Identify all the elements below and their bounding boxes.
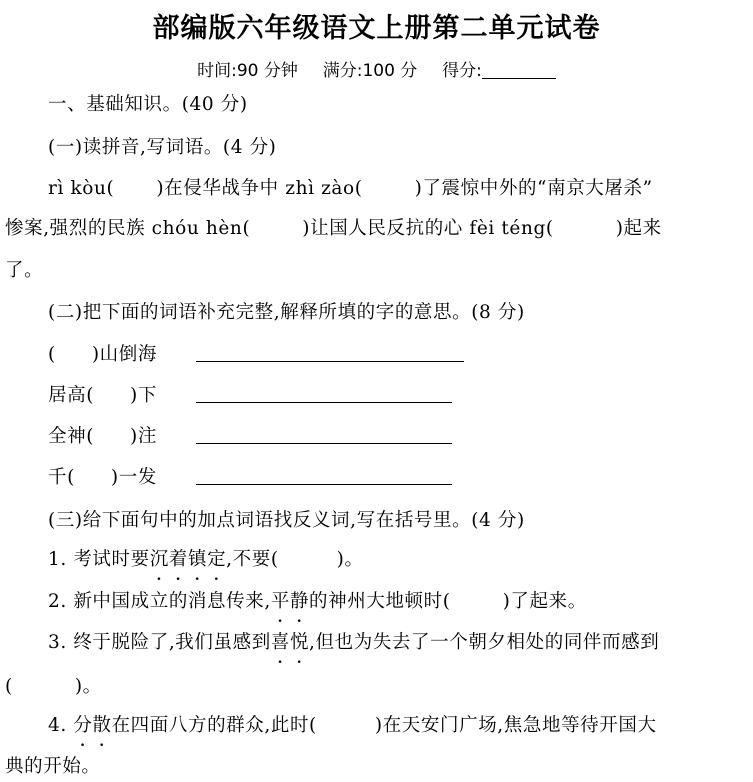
q3-text: 3. 终于脱险了,我们虽感到 [48,632,271,653]
q3-text: ,但也为失去了一个朝夕相处的同伴而感到 [309,632,660,653]
question-2 [48,587,753,613]
full-score-label: 满分:100 分 [322,61,418,81]
emphasis-char: 散 [92,715,112,736]
idiom-suffix: )山倒海 [91,344,157,365]
section-heading: 一、基础知识。(40 分) [48,94,248,115]
page-title: 部编版六年级语文上册第二单元试卷 [152,13,601,44]
emphasis-char: 静 [289,591,310,612]
emphasis-char: 定 [207,549,227,570]
idiom-suffix: )注 [130,426,157,447]
dotted-word [271,632,309,653]
dotted-word [73,715,111,736]
idiom-item [48,422,753,448]
exam-meta [0,56,753,81]
emphasis-char: 喜 [270,632,290,653]
q4-text: 在四面八方的群众,此时( [111,715,317,736]
score-blank[interactable] [482,62,556,79]
line1-tail: )了震惊中外的“南京大屠杀” [414,178,653,199]
line2-tail: )起来 [615,218,662,239]
question-4-cont: 典的开始。 [5,756,101,777]
question-1 [48,545,753,571]
question-3-cont [5,672,753,698]
idiom-suffix: )一发 [110,467,157,488]
dotted-word [271,591,309,612]
pinyin-feiteng: )让国人民反抗的心 fèi téng( [302,218,554,239]
idiom-prefix: 全神( [48,426,95,447]
idiom-suffix: )下 [130,385,157,406]
part1-line2 [5,214,753,240]
emphasis-char: 着 [168,549,188,570]
q1-text: )。 [336,549,364,570]
q4-text: )在天安门广场,焦急地等待开国大 [374,715,657,736]
score-label: 得分: [442,61,482,81]
pinyin-riko: rì kòu( [48,178,115,199]
q1-text: 1. 考试时要 [48,549,150,570]
question-3 [48,628,753,654]
idiom-prefix: 千( [48,467,75,488]
q2-text: 2. 新中国成立的消息传来, [48,591,271,612]
part1-line1 [48,174,753,200]
emphasis-char: 分 [73,715,93,736]
dotted-word [150,549,226,570]
q4-text: 4. [48,715,74,736]
q3-text: ( [5,676,13,697]
explanation-line[interactable] [196,402,452,403]
question-4 [48,711,753,737]
part2-heading: (二)把下面的词语补充完整,解释所填的字的意思。(8 分) [48,302,525,323]
pinyin-chouhen: 惨案,强烈的民族 chóu hèn( [5,218,251,239]
part3-heading: (三)给下面句中的加点词语找反义词,写在括号里。(4 分) [48,510,525,531]
idiom-prefix: 居高( [48,385,95,406]
time-label: 时间:90 分钟 [197,61,298,81]
q1-text: ,不要( [226,549,279,570]
part1-line3: 了。 [5,260,44,281]
emphasis-char: 镇 [187,549,208,570]
q2-text: 的神州大地顿时( [309,591,451,612]
pinyin-zhizao: )在侵华战争中 zhì zào( [156,178,363,199]
idiom-item [48,463,753,489]
emphasis-char: 悦 [289,632,310,653]
explanation-line[interactable] [196,361,464,362]
explanation-line[interactable] [196,484,452,485]
q2-text: )了起来。 [502,591,587,612]
idiom-item [48,381,753,407]
idiom-item [48,340,753,366]
explanation-line[interactable] [196,443,452,444]
emphasis-char: 沉 [149,549,169,570]
emphasis-char: 平 [270,591,290,612]
part1-heading: (一)读拼音,写词语。(4 分) [48,137,277,158]
q3-text: )。 [74,676,102,697]
idiom-prefix: ( [48,344,56,365]
